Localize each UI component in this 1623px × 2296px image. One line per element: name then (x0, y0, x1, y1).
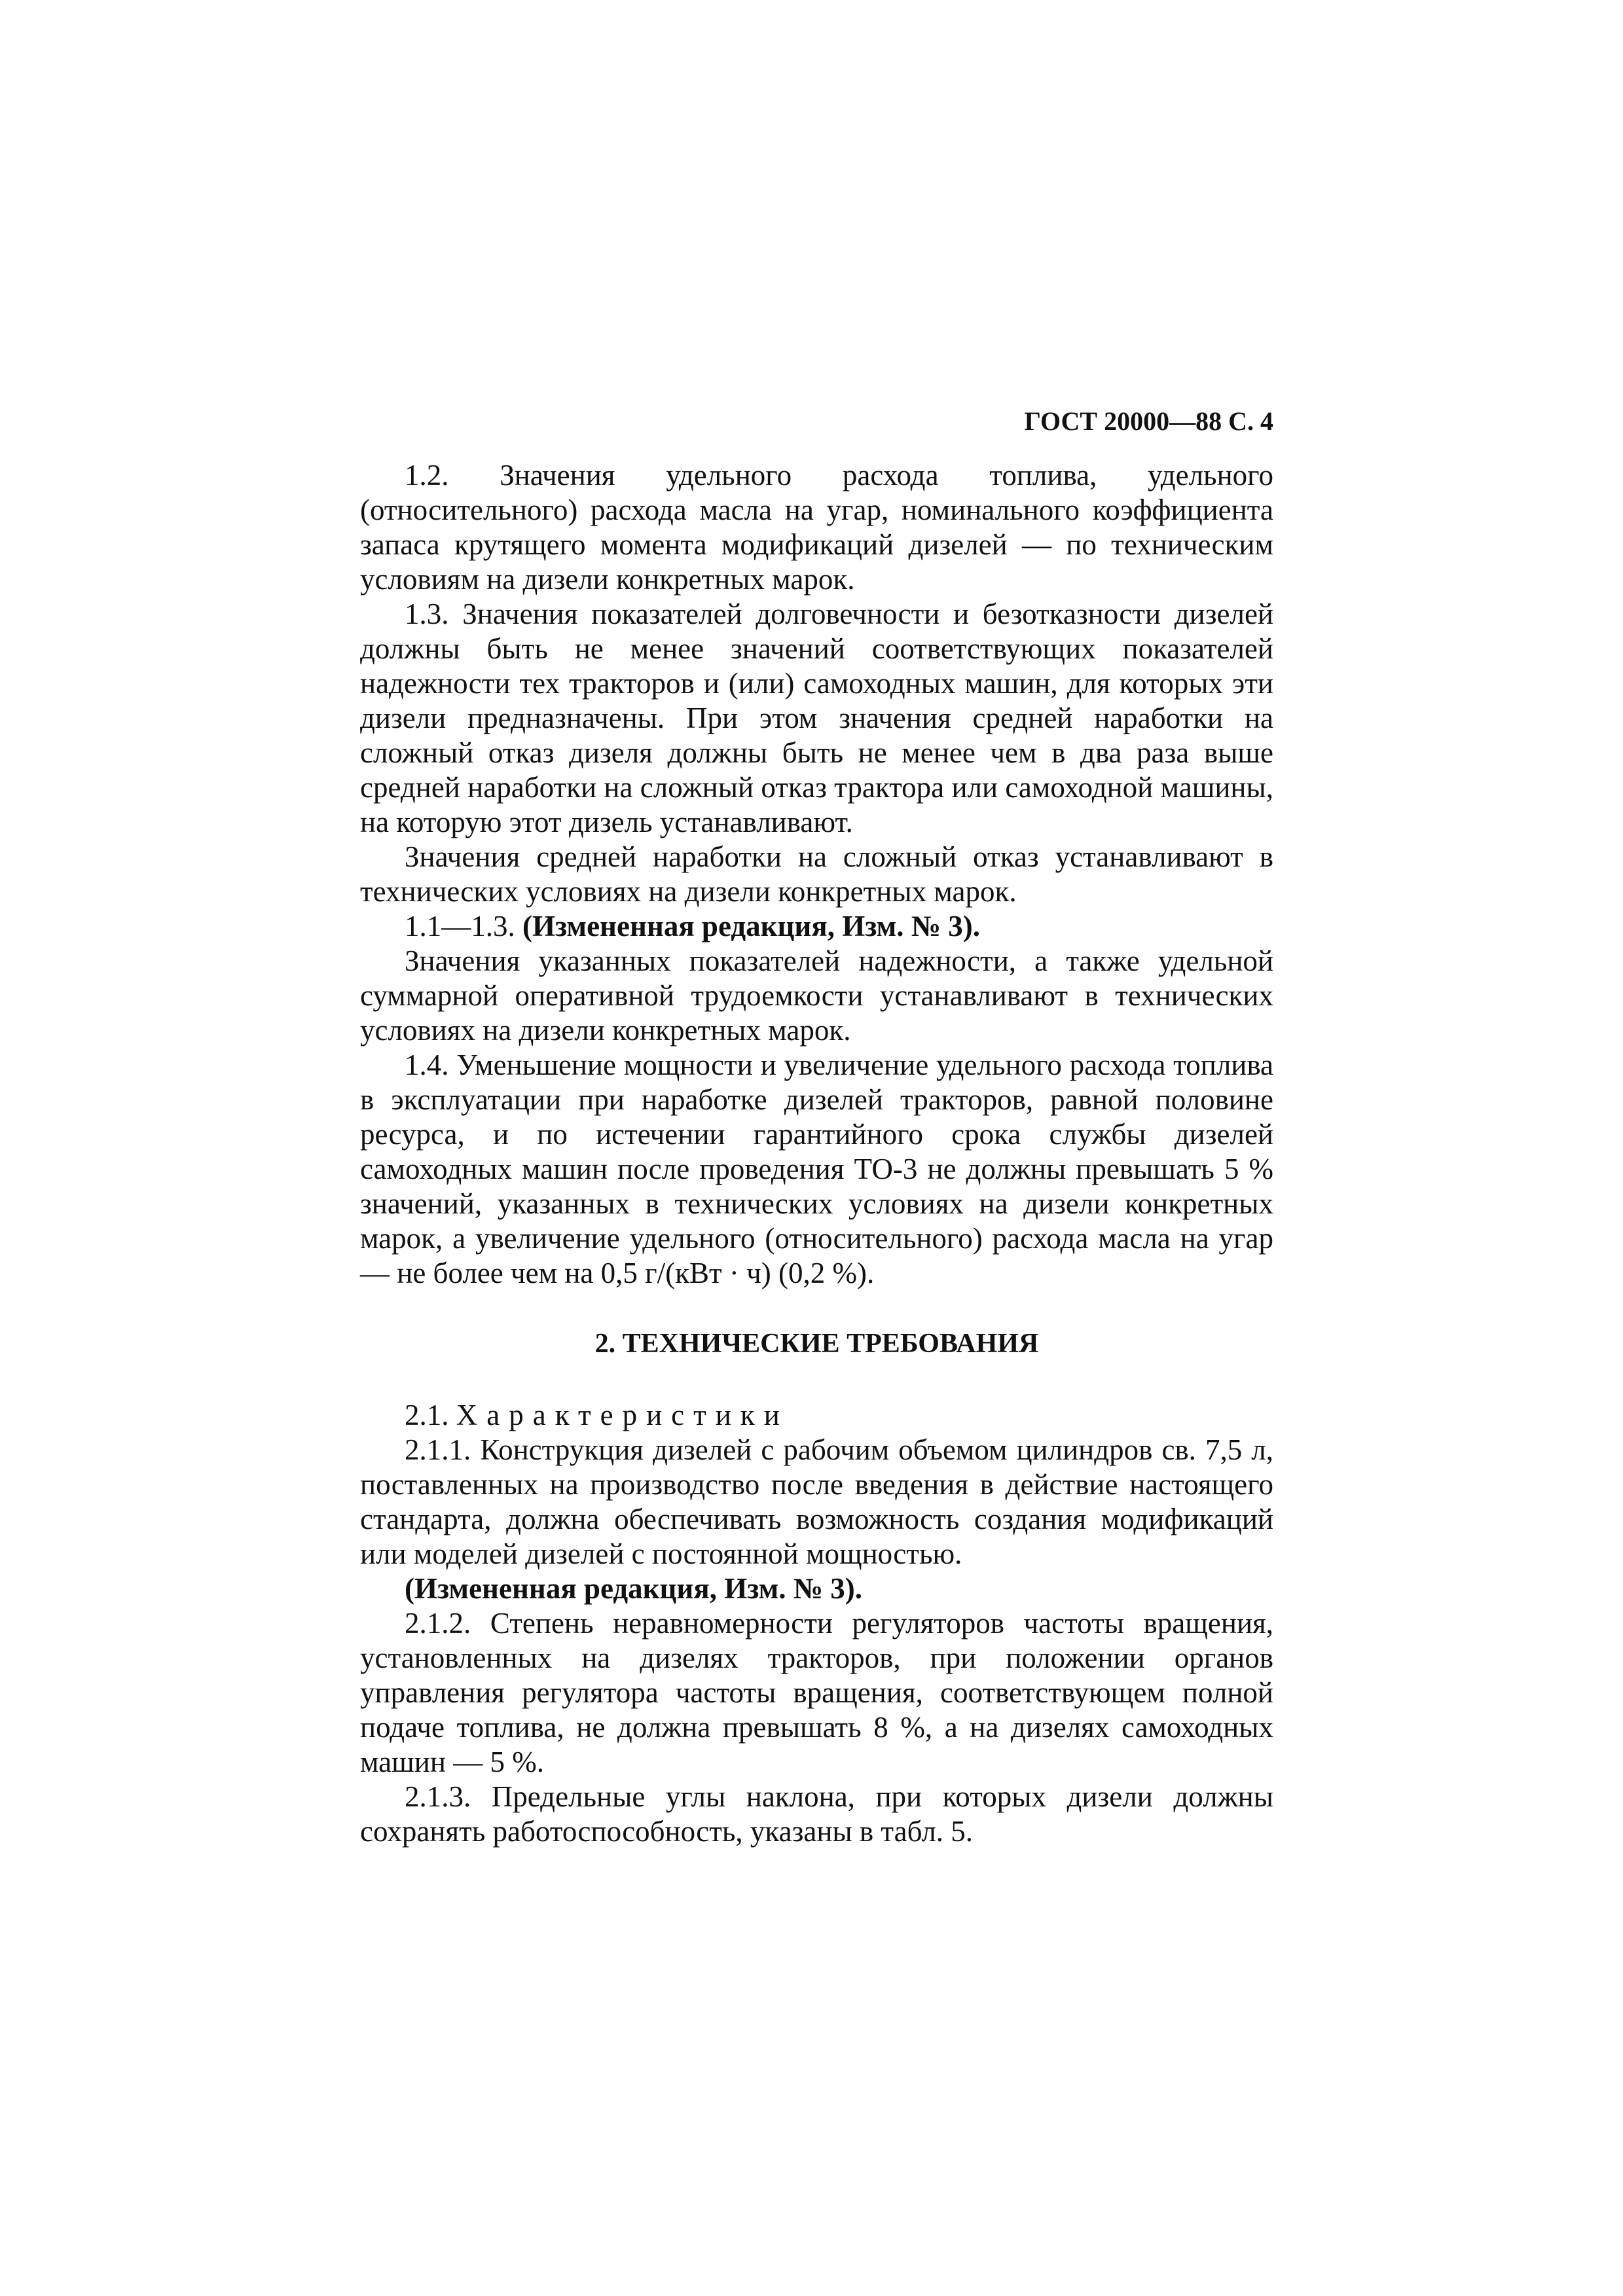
subsection-title: Характеристики (456, 1399, 789, 1431)
paragraph-1-3-values: Значения средней наработки на сложный отказ устанавливают в технических условиях на дизели конкретных марок. (360, 840, 1273, 908)
revision-ref: 1.1—1.3. (405, 910, 515, 942)
paragraph-1-4: 1.4. Уменьшение мощности и увеличение удельного расхода топлива в эксплуатации при наработке дизелей тракторов, равной половине ресурса, и по истечении гарантийного срока службы дизелей самоходных машин после проведения ТО-3 не должны превышать 5 % значений, указанных в технических условиях на дизели конкретных марок, а увеличение удельного (относительного) расхода масла на угар — не более чем на 0,5 г/(кВт · ч) (0,2 %). (360, 1049, 1273, 1289)
paragraph-1-3: 1.3. Значения показателей долговечности и безотказности дизелей должны быть не менее значений соответствующих показателей надежности тех тракторов и (или) самоходных машин, для которых эти дизели предназначены. При этом значения средней наработки на сложный отказ дизеля должны быть не менее чем в два раза выше средней наработки на сложный отказ трактора или самоходной машины, на которую этот дизель устанавливают. (360, 598, 1273, 838)
paragraph-2-1-3: 2.1.3. Предельные углы наклона, при которых дизели должны сохранять работоспособность, указаны в табл. 5. (360, 1780, 1273, 1848)
revision-note-2-1-1: (Измененная редакция, Изм. № 3). (405, 1572, 863, 1605)
subsection-number: 2.1. (405, 1399, 449, 1431)
doc-reference: ГОСТ 20000—88 С. 4 (1024, 406, 1273, 436)
paragraph-1-2: 1.2. Значения удельного расхода топлива, удельного (относительного) расхода масла на угар, номинального коэффициента запаса крутящего момента модификаций дизелей — по техническим условиям на дизели конкретных марок. (360, 459, 1273, 596)
paragraph-2-1-1: 2.1.1. Конструкция дизелей с рабочим объемом цилиндров св. 7,5 л, поставленных на производство после введения в действие настоящего стандарта, должна обеспечивать возможность создания модификаций или моделей дизелей с постоянной мощностью. (360, 1433, 1273, 1570)
paragraph-2-1-2: 2.1.2. Степень неравномерности регуляторов частоты вращения, установленных на дизелях тракторов, при положении органов управления регулятора частоты вращения, соответствующем полной подаче топлива, не должна превышать 8 %, а на дизелях самоходных машин — 5 %. (360, 1607, 1273, 1778)
document-body (360, 458, 1273, 1849)
revision-text: (Измененная редакция, Изм. № 3). (522, 910, 981, 942)
revision-note-1-1-1-3 (360, 909, 1273, 944)
section-heading: 2. ТЕХНИЧЕСКИЕ ТРЕБОВАНИЯ (594, 1329, 1039, 1359)
subsection-2-1 (360, 1398, 1273, 1433)
paragraph-reliability: Значения указанных показателей надежности, а также удельной суммарной оперативной трудоемкости устанавливают в технических условиях на дизели конкретных марок. (360, 944, 1273, 1047)
page-header (360, 406, 1273, 437)
